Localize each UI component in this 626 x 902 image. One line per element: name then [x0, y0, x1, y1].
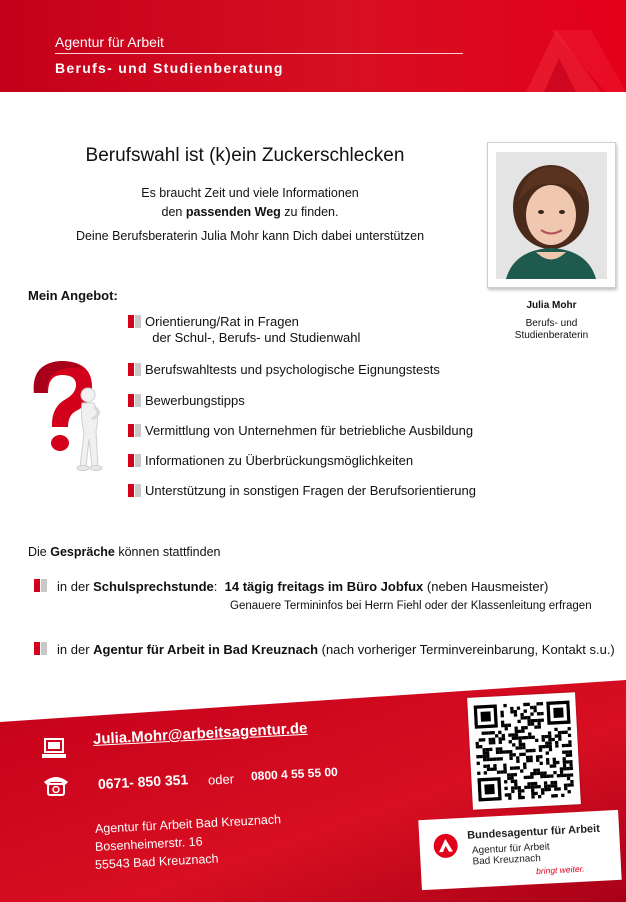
address-line-3: 55543 Bad Kreuznach	[94, 851, 219, 872]
header-org: Agentur für Arbeit	[55, 34, 164, 50]
address-line-1: Agentur für Arbeit Bad Kreuznach	[94, 812, 282, 836]
list-item	[128, 314, 360, 346]
bullet-icon	[128, 484, 142, 497]
portrait-illustration	[496, 152, 607, 279]
advisor-name: Julia Mohr	[526, 300, 577, 311]
termin-note: Genauere Termininfos bei Herrn Fiehl oder der Klassenleitung erfragen	[230, 600, 592, 612]
advisor-role-2: Studienberaterin	[514, 330, 589, 341]
ba-logo-shape	[426, 0, 626, 92]
ba-logo-icon	[431, 832, 460, 859]
gespraeche-heading: Die Gespräche können stattfinden	[28, 545, 221, 559]
header-banner	[0, 0, 626, 92]
intro-line-2: den passenden Weg zu finden.	[161, 205, 339, 219]
bullet-icon	[128, 454, 142, 467]
advisor-photo-image	[496, 152, 607, 279]
hotline-number[interactable]: 0800 4 55 55 00	[250, 764, 339, 784]
ba-sub-1: Agentur für Arbeit	[471, 841, 550, 857]
advisor-role-1: Berufs- und	[525, 318, 578, 329]
list-item	[128, 483, 476, 499]
bullet-icon	[128, 424, 142, 437]
question-mark-figure-icon	[26, 355, 106, 485]
bullet-icon	[128, 315, 142, 328]
offer-text: Berufswahltests und psychologische Eignungstests	[145, 362, 440, 377]
ba-tagline: bringt weiter.	[535, 863, 585, 877]
phone-icon	[42, 774, 70, 796]
list-item	[128, 393, 245, 409]
angebot-heading: Mein Angebot:	[28, 288, 118, 303]
address-line-2: Bosenheimerstr. 16	[94, 834, 203, 854]
header-divider	[55, 53, 463, 54]
email-link[interactable]: Julia.Mohr@arbeitsagentur.de	[92, 719, 308, 748]
ba-title: Bundesagentur für Arbeit	[466, 822, 601, 842]
qr-code-pattern	[473, 699, 574, 804]
offer-text: Bewerbungstipps	[145, 393, 245, 408]
advisor-photo	[487, 142, 616, 288]
location-agentur: in der Agentur für Arbeit in Bad Kreuznach (nach vorheriger Terminvereinbarung, Kontakt s.u.)	[57, 642, 615, 657]
intro-line-1: Es braucht Zeit und viele Informationen	[141, 186, 359, 200]
bullet-icon	[34, 579, 48, 592]
list-item	[128, 423, 473, 439]
header-subtitle: Berufs- und Studienberatung	[55, 60, 284, 76]
offer-text: Vermittlung von Unternehmen für betriebliche Ausbildung	[145, 423, 474, 438]
oder-text: oder	[207, 771, 235, 788]
location-school: in der Schulsprechstunde: 14 tägig freitags im Büro Jobfux (neben Hausmeister)	[57, 579, 549, 594]
offer-text: Unterstützung in sonstigen Fragen der Berufsorientierung	[145, 483, 476, 498]
list-item	[128, 362, 440, 378]
ba-logo-box	[418, 810, 621, 890]
list-item	[128, 453, 413, 469]
bullet-icon	[128, 363, 142, 376]
page-title: Berufswahl ist (k)ein Zuckerschlecken	[85, 145, 405, 166]
ba-sub-2: Bad Kreuznach	[472, 852, 542, 868]
intro-line-3: Deine Berufsberaterin Julia Mohr kann Dich dabei unterstützen	[75, 229, 425, 243]
phone-number[interactable]: 0671- 850 351	[97, 771, 189, 792]
computer-icon	[42, 738, 68, 760]
bullet-icon	[128, 394, 142, 407]
offer-text: Orientierung/Rat in Fragen	[145, 314, 299, 329]
qr-code[interactable]	[467, 692, 581, 809]
offer-text: Informationen zu Überbrückungsmöglichkeiten	[145, 453, 414, 468]
bullet-icon	[34, 642, 48, 655]
offer-text-cont: der Schul-, Berufs- und Studienwahl	[145, 330, 361, 345]
